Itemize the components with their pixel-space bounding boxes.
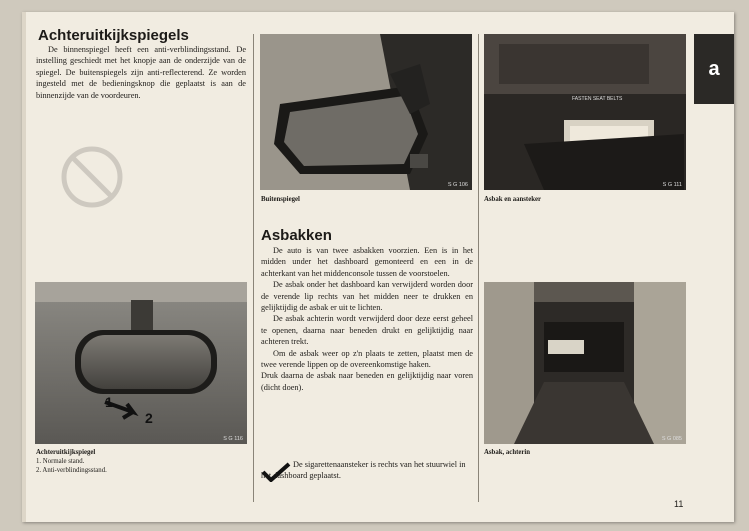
ashtrays-paragraph: De asbak achterin wordt verwijderd door deze eerst geheel te openen, daarna naar beneden drukt en gelijktijdig naar achteren trekt. xyxy=(261,314,473,347)
ashtrays-paragraph: De asbak onder het dashboard kan verwijderd worden door de verende lip rechts van het midden neer te drukken en gelijktijdig de asbak er uit te lichten. xyxy=(261,280,473,313)
page-spine xyxy=(22,12,26,522)
photo-label-1: 1 xyxy=(105,394,113,410)
photo-interior-mirror xyxy=(35,282,247,444)
ashtrays-paragraph: De auto is van twee asbakken voorzien. Een is in het midden under het dashboard gemonteerd en een in de achterkant van het middenconsole tussen de voorstoelen. xyxy=(261,246,473,278)
page-number: 11 xyxy=(674,499,684,509)
photo-code: S G 106 xyxy=(447,182,468,188)
photo-code: S G 111 xyxy=(662,182,682,188)
caption-item: 2. Anti-verblindingsstand. xyxy=(36,466,107,474)
caption-list xyxy=(36,458,107,476)
ashtrays-body xyxy=(261,245,473,393)
ashtrays-paragraph: Druk daarna de asbak naar beneden en gelijktijdig naar voren (dicht doen). xyxy=(261,371,473,392)
photo-code: S G 116 xyxy=(223,436,243,442)
dashboard-label: FASTEN SEAT BELTS xyxy=(572,96,623,102)
mirrors-paragraph xyxy=(36,44,246,101)
section-tab: a xyxy=(694,34,734,104)
section-heading-ashtrays: Asbakken xyxy=(261,227,332,244)
section-heading-mirrors: Achteruitkijkspiegels xyxy=(38,27,189,44)
lighter-note: De sigarettenaansteker is rechts van het stuurwiel in het dashboard geplaatst. xyxy=(261,460,466,481)
column-divider xyxy=(253,34,254,502)
caption-interior-mirror: Achteruitkijkspiegel xyxy=(36,449,96,456)
photo-label-2: 2 xyxy=(145,410,153,426)
photo-code: S G 085 xyxy=(661,436,682,442)
caption-item: 1. Normale stand. xyxy=(36,458,85,465)
mirrors-paragraph-text: De binnenspiegel heeft een anti-verblindingsstand. De instelling geschiedt met het knopje aan de onderzijde van de spiegel. De buitenspiegels zijn anti-reflecterend. Ze worden ingesteld met de bedieningsknop die geplaatst is aan de binnenzijde van de voordeuren. xyxy=(36,45,246,100)
photo-ashtray-lighter xyxy=(484,34,686,190)
caption-rear-ashtray: Asbak, achterin xyxy=(484,449,531,456)
manual-page xyxy=(22,12,734,522)
column-divider xyxy=(478,34,479,502)
caption-ashtray-lighter: Asbak en aansteker xyxy=(484,196,542,203)
caption-outside-mirror: Buitenspiegel xyxy=(261,196,300,203)
bleed-through-icon xyxy=(52,137,132,217)
ashtrays-paragraph: Om de asbak weer op z'n plaats te zetten, plaatst men de twee verende lippen op de overeenkomstige haken. xyxy=(261,348,473,370)
photo-rear-ashtray xyxy=(484,282,686,444)
photo-outside-mirror xyxy=(260,34,472,190)
